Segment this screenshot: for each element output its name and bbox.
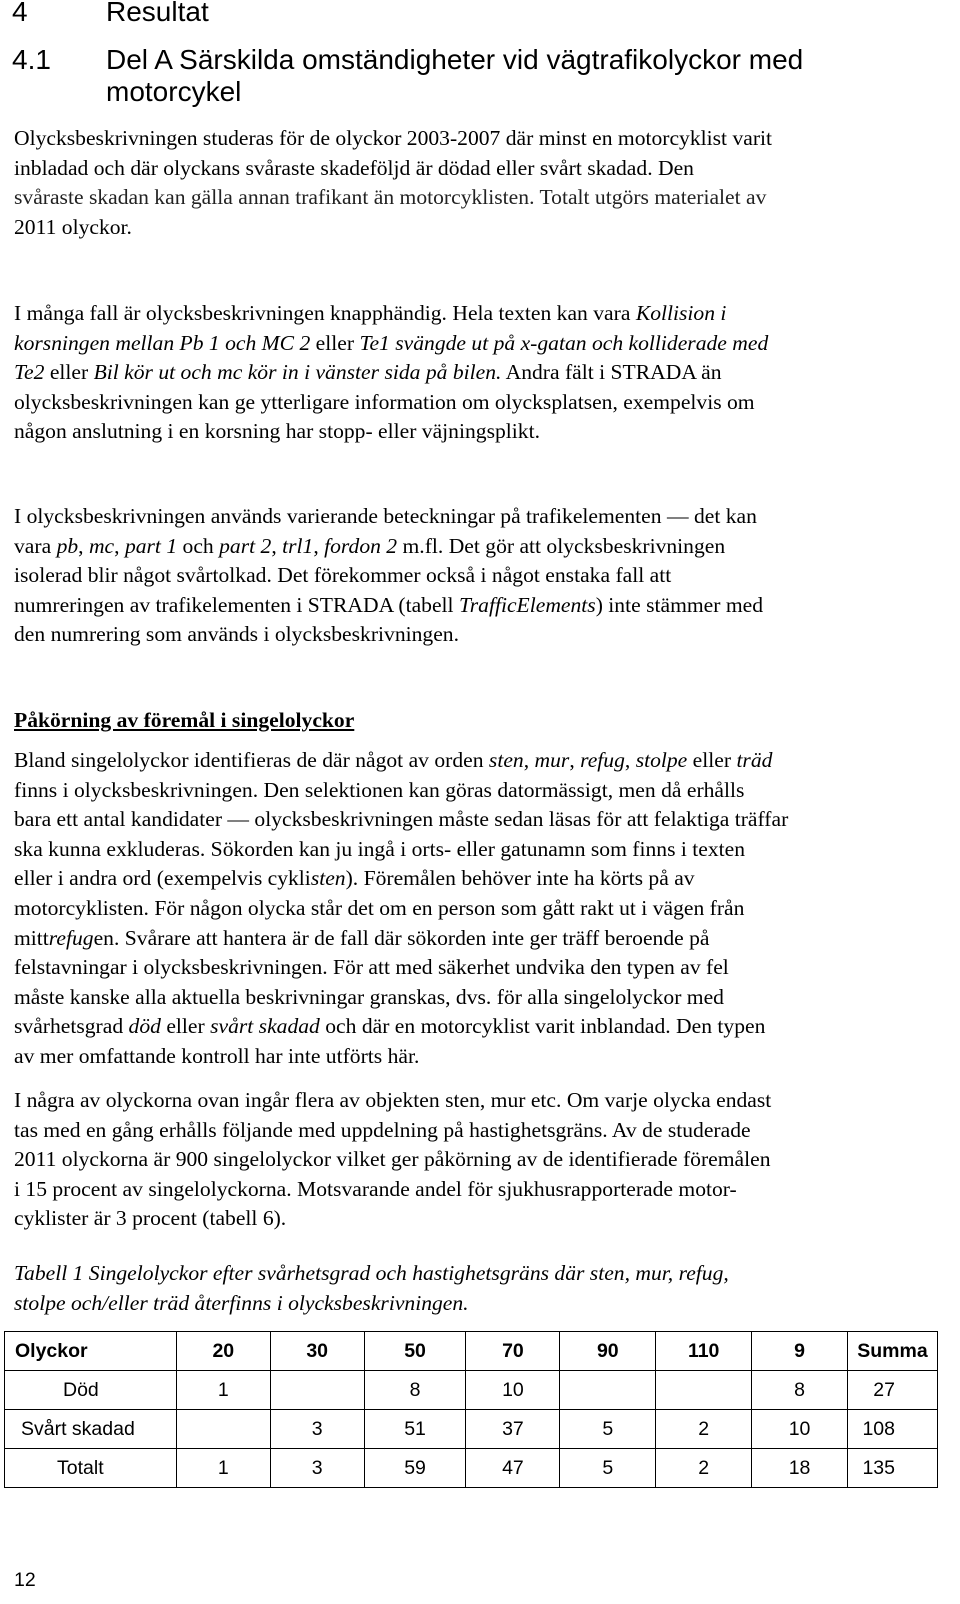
term: fordon 2: [324, 533, 398, 558]
severity-term: svårt skadad: [210, 1014, 320, 1039]
text-line: bara ett antal kandidater — olycksbeskrivningen måste sedan läsas för att felaktiga träffar: [14, 807, 789, 832]
text-span: mitt: [14, 925, 49, 950]
term: pb: [56, 533, 79, 558]
table-cell: 18: [752, 1449, 848, 1488]
paragraph-single-accidents: [14, 746, 936, 1072]
table-cell: 5: [560, 1410, 656, 1449]
text-span: eller: [687, 748, 737, 772]
table-header-cell: 9: [752, 1332, 848, 1371]
table-cell: [270, 1371, 364, 1410]
text-line: tas med en gång erhålls följande med uppdelning på hastighetsgräns. Av de studerade: [14, 1117, 751, 1142]
chapter-title: Resultat: [106, 0, 209, 27]
keyword: refug: [580, 748, 625, 772]
table-cell: [560, 1371, 656, 1410]
text-span: en. Svårare att hantera är de fall där sökorden inte ger träff beroende på: [93, 925, 710, 950]
table-cell-sum: 135: [848, 1449, 938, 1488]
text-line: inbladad och där olyckans svåraste skadeföljd är dödad eller svårt skadad. Den: [14, 155, 694, 180]
text-span: ,: [313, 533, 325, 558]
section-heading: [12, 44, 912, 108]
row-label: Död: [5, 1371, 177, 1410]
text-line: måste kanske alla aktuella beskrivningar granskas, dvs. för alla singelolyckor med: [14, 984, 724, 1009]
text-span: ,: [624, 748, 636, 772]
table-cell: 1: [176, 1449, 270, 1488]
table-cell: 5: [560, 1449, 656, 1488]
keyword: stolpe: [635, 748, 688, 772]
paragraph-speed-limits: [14, 1086, 936, 1234]
subsection-heading: Påkörning av föremål i singelolyckor: [14, 708, 355, 732]
section-number: 4.1: [12, 44, 51, 75]
table-cell: [176, 1410, 270, 1449]
text-line: någon anslutning i en korsning har stopp- eller väjningsplikt.: [14, 419, 540, 444]
table-cell: 10: [466, 1371, 560, 1410]
table-cell: 1: [176, 1371, 270, 1410]
example-quote: Kollision i: [635, 301, 727, 325]
example-quote: Bil kör ut och mc kör in i vänster sida på bilen.: [93, 360, 502, 385]
text-line: [14, 1012, 936, 1042]
text-line: 2011 olyckorna är 900 singelolyckor vilket ger påkörning av de identifierade föremålen: [14, 1147, 771, 1172]
text-line: i 15 procent av singelolyckorna. Motsvarande andel för sjukhusrapporterade motor-: [14, 1176, 737, 1201]
row-label: Totalt: [5, 1449, 177, 1488]
text-line: svåraste skadan kan gälla annan trafikant än motorcyklisten. Totalt utgörs materialet av: [14, 185, 767, 210]
text-span: I många fall är olycksbeskrivningen knapphändig. Hela texten kan vara: [14, 301, 636, 325]
table-row: [5, 1410, 938, 1449]
table-header-row: [5, 1332, 938, 1371]
text-line: olycksbeskrivningen kan ge ytterligare information om olycksplatsen, exempelvis om: [14, 389, 755, 414]
table-caption: [14, 1259, 934, 1318]
text-line: [14, 746, 936, 776]
text-line: Olycksbeskrivningen studeras för de olyckor 2003-2007 där minst en motorcyklist varit: [14, 126, 773, 150]
text-line: felstavningar i olycksbeskrivningen. För att med säkerhet undvika den typen av fel: [14, 955, 729, 980]
table-header-cell: 50: [364, 1332, 466, 1371]
example-quote: korsningen mellan Pb 1 och MC 2: [14, 330, 311, 355]
table-cell: 2: [656, 1449, 752, 1488]
text-span: numreringen av trafikelementen i STRADA (tabell: [14, 592, 459, 617]
table-header-cell: 110: [656, 1332, 752, 1371]
table-cell: 8: [364, 1371, 466, 1410]
table-header-cell: 90: [560, 1332, 656, 1371]
table-header-cell: Summa: [848, 1332, 938, 1371]
term: part 2: [219, 533, 272, 558]
text-span: ). Föremålen behöver inte ha körts på av: [345, 866, 695, 891]
table-cell-sum: 27: [848, 1371, 938, 1410]
text-line: ska kunna exkluderas. Sökorden kan ju ingå i orts- eller gatunamn som finns i texten: [14, 836, 746, 861]
paragraph-intro: [14, 124, 936, 242]
text-line: [14, 299, 936, 329]
keyword: träd: [736, 748, 773, 772]
text-span: eller: [310, 330, 360, 355]
table-cell: 59: [364, 1449, 466, 1488]
text-span: och: [177, 533, 220, 558]
table-cell: 8: [752, 1371, 848, 1410]
text-span: ,: [271, 533, 283, 558]
text-line: cyklister är 3 procent (tabell 6).: [14, 1206, 287, 1231]
text-span: ) inte stämmer med: [595, 592, 764, 617]
text-span: m.fl. Det gör att olycksbeskrivningen: [397, 533, 726, 558]
text-line: I några av olyckorna ovan ingår flera av objekten sten, mur etc. Om varje olycka endast: [14, 1088, 772, 1112]
text-line: [14, 591, 936, 621]
table-cell: 2: [656, 1410, 752, 1449]
text-line: finns i olycksbeskrivningen. Den selektionen kan göras datormässigt, men då erhålls: [14, 777, 745, 802]
table-cell: 10: [752, 1410, 848, 1449]
text-line: den numrering som används i olycksbeskrivningen.: [14, 622, 459, 647]
page-number: 12: [14, 1569, 36, 1591]
table-row: [5, 1449, 938, 1488]
text-span: svårhetsgrad: [14, 1014, 129, 1039]
text-span: eller i andra ord (exempelvis cykli: [14, 866, 311, 891]
keyword: sten: [310, 866, 346, 891]
text-span: vara: [14, 533, 57, 558]
table-cell: [656, 1371, 752, 1410]
table-header-cell: 30: [270, 1332, 364, 1371]
paragraph-description-quality: [14, 299, 936, 447]
text-span: ,: [523, 748, 535, 772]
table-cell: 47: [466, 1449, 560, 1488]
keyword: mur: [534, 748, 570, 772]
table-header-cell: 70: [466, 1332, 560, 1371]
term: part 1: [124, 533, 178, 558]
text-line: motorcyklisten. För någon olycka står det om en person som gått rakt ut i vägen från: [14, 895, 745, 920]
example-quote: Te1 svängde ut på x-gatan och kolliderade med: [359, 330, 769, 355]
example-quote: Te2: [14, 360, 45, 385]
text-span: eller: [44, 360, 94, 385]
table-cell: 37: [466, 1410, 560, 1449]
keyword: refug: [48, 925, 94, 950]
results-table: [4, 1331, 938, 1488]
text-span: ,: [569, 748, 581, 772]
text-line: isolerad blir något svårtolkad. Det förekommer också i något enstaka fall att: [14, 563, 672, 588]
text-line: av mer omfattande kontroll har inte utförts här.: [14, 1043, 420, 1068]
paragraph-designations: [14, 502, 936, 650]
text-line: 2011 olyckor.: [14, 214, 132, 239]
row-label: Svårt skadad: [5, 1410, 177, 1449]
chapter-heading: [12, 0, 209, 28]
text-line: [14, 532, 936, 562]
table-header-cell: Olyckor: [5, 1332, 177, 1371]
text-span: ,: [114, 533, 125, 558]
text-span: Andra fält i STRADA än: [501, 360, 722, 385]
section-title-line1: Del A Särskilda omständigheter vid vägtrafikolyckor med: [106, 44, 804, 75]
table-cell: 51: [364, 1410, 466, 1449]
text-line: [14, 329, 936, 359]
text-span: Bland singelolyckor identifieras de där något av orden: [14, 748, 489, 772]
table-row: [5, 1371, 938, 1410]
table-name: TrafficElements: [458, 592, 596, 617]
chapter-number: 4: [12, 0, 28, 27]
text-span: och där en motorcyklist varit inblandad. Den typen: [319, 1014, 766, 1039]
table-cell: 3: [270, 1410, 364, 1449]
table-cell-sum: 108: [848, 1410, 938, 1449]
table-header-cell: 20: [176, 1332, 270, 1371]
severity-term: död: [128, 1014, 161, 1039]
term: mc: [88, 533, 115, 558]
text-span: ,: [78, 533, 89, 558]
term: trl1: [282, 533, 314, 558]
text-span: eller: [160, 1014, 211, 1039]
table-cell: 3: [270, 1449, 364, 1488]
keyword: sten: [488, 748, 524, 772]
text-line: [14, 924, 936, 954]
caption-line: stolpe och/eller träd återfinns i olycksbeskrivningen.: [14, 1290, 469, 1315]
text-line: [14, 864, 936, 894]
text-line: [14, 358, 936, 388]
text-line: I olycksbeskrivningen används varierande beteckningar på trafikelementen — det kan: [14, 504, 757, 528]
caption-line: Tabell 1 Singelolyckor efter svårhetsgrad och hastighetsgräns där sten, mur, refug,: [14, 1261, 729, 1285]
section-title-line2: motorcykel: [106, 76, 242, 107]
